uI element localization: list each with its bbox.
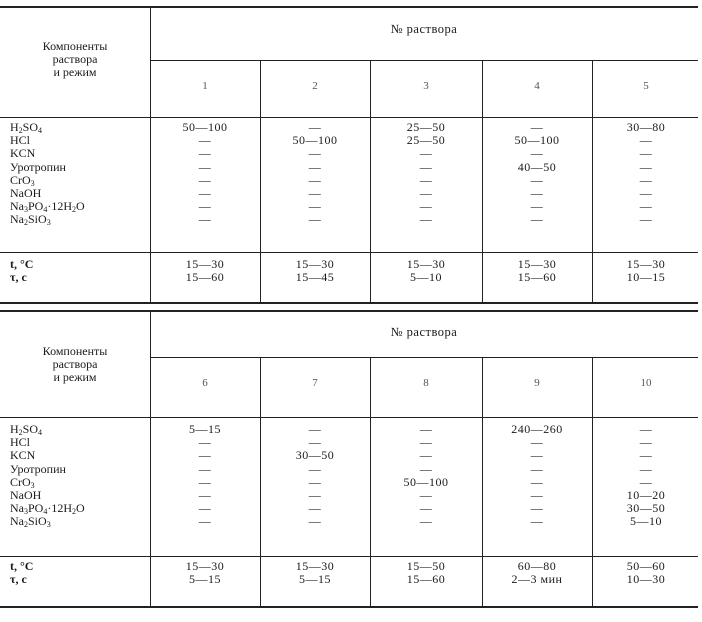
component-value: — (530, 172, 544, 187)
solution-number: 3 (423, 80, 429, 92)
component-value: — (198, 146, 212, 161)
component-value: — (530, 186, 544, 200)
regime-value: 15—30 (517, 257, 557, 271)
component-value: — (198, 461, 212, 476)
component-value: 50—100 (514, 133, 560, 148)
component-value: — (308, 199, 322, 214)
component-value: — (530, 146, 544, 161)
component-value: — (639, 474, 653, 489)
regime-label: τ, с (10, 572, 27, 587)
component-value: — (419, 514, 433, 529)
table-rule (0, 417, 698, 418)
solution-number: 10 (640, 377, 652, 389)
component-value: — (198, 133, 212, 148)
component-value: — (639, 172, 653, 187)
regime-value: 60—80 (517, 559, 557, 573)
table-rule (0, 556, 698, 557)
component-value: — (639, 435, 653, 450)
component-value: — (198, 514, 212, 529)
component-value: — (419, 461, 433, 476)
solution-number: 4 (534, 80, 540, 92)
regime-value: 50—60 (626, 559, 666, 573)
component-value: — (198, 212, 212, 227)
header-rule (150, 357, 698, 358)
component-name: NaOH (10, 488, 42, 502)
component-value: — (198, 159, 212, 174)
component-value: — (530, 448, 544, 463)
regime-value: 5—15 (299, 572, 331, 587)
component-value: 50—100 (292, 133, 338, 148)
component-value: — (419, 186, 433, 200)
component-value: — (530, 212, 544, 227)
component-value: — (419, 159, 433, 174)
solution-number: 5 (643, 80, 649, 92)
component-value: 25—50 (406, 133, 446, 148)
component-value: — (639, 133, 653, 148)
solution-number: 6 (202, 377, 208, 389)
component-value: — (198, 488, 212, 502)
component-value: — (308, 186, 322, 200)
component-value: — (308, 146, 322, 161)
regime-value: 15—30 (185, 257, 225, 271)
regime-value: 15—60 (185, 270, 225, 285)
regime-value: 15—30 (406, 257, 446, 271)
header-label-line: раствора (52, 357, 98, 371)
header-label-line: и режим (53, 370, 97, 384)
component-value: — (308, 461, 322, 476)
component-value: — (530, 435, 544, 450)
component-value: — (639, 461, 653, 476)
component-value: 50—100 (403, 474, 449, 489)
component-value: 240—260 (511, 422, 563, 436)
component-value: — (530, 514, 544, 529)
component-value: — (639, 146, 653, 161)
solution-number: 7 (312, 377, 318, 389)
regime-value: 10—30 (626, 572, 666, 587)
component-value: — (419, 422, 433, 436)
component-value: — (530, 474, 544, 489)
component-value: — (419, 435, 433, 450)
component-name: CrO$_3$ (10, 474, 35, 490)
header-label-line: и режим (53, 65, 97, 79)
component-value: 30—50 (626, 501, 666, 516)
solution-number: 8 (423, 377, 429, 389)
component-value: 40—50 (517, 159, 557, 174)
component-value: — (308, 120, 322, 134)
component-value: — (419, 501, 433, 516)
component-name: Уротропин (10, 461, 66, 476)
component-value: 25—50 (406, 120, 446, 134)
component-value: — (639, 159, 653, 174)
component-name: $Na_3PO_4\cdot 12H_2O$ (10, 199, 85, 215)
component-value: — (308, 435, 322, 450)
regime-value: 2—3 мин (511, 572, 563, 587)
component-name: KCN (10, 146, 36, 161)
component-value: — (530, 120, 544, 134)
component-value: — (530, 488, 544, 502)
component-value: — (198, 448, 212, 463)
component-value: — (639, 422, 653, 436)
regime-value: 15—30 (295, 257, 335, 271)
component-value: — (198, 501, 212, 516)
component-value: 30—50 (295, 448, 335, 463)
component-value: — (639, 199, 653, 214)
component-value: — (419, 448, 433, 463)
component-value: 5—15 (189, 422, 221, 436)
component-value: — (419, 488, 433, 502)
regime-label: t, °C (10, 257, 34, 271)
component-value: — (308, 159, 322, 174)
regime-label: t, °C (10, 559, 34, 573)
component-value: — (308, 488, 322, 502)
header-label-line: раствора (52, 52, 98, 66)
component-name: CrO$_3$ (10, 172, 35, 188)
component-value: 5—10 (630, 514, 662, 529)
component-value: — (198, 172, 212, 187)
component-value: — (419, 212, 433, 227)
regime-value: 10—15 (626, 270, 666, 285)
regime-value: 15—30 (626, 257, 666, 271)
component-value: — (639, 448, 653, 463)
component-value: — (308, 422, 322, 436)
component-value: — (308, 474, 322, 489)
component-value: — (530, 501, 544, 516)
component-name: KCN (10, 448, 36, 463)
regime-value: 15—60 (406, 572, 446, 587)
component-value: — (198, 186, 212, 200)
component-value: — (198, 435, 212, 450)
regime-value: 15—30 (295, 559, 335, 573)
table-rule (0, 606, 698, 608)
component-value: — (639, 186, 653, 200)
component-value: — (308, 212, 322, 227)
regime-value: 15—30 (185, 559, 225, 573)
component-name: $Na_3PO_4\cdot 12H_2O$ (10, 501, 85, 517)
component-value: — (198, 199, 212, 214)
component-name: HCl (10, 435, 31, 450)
table-rule (0, 310, 698, 312)
component-value: 30—80 (626, 120, 666, 134)
header-label-line: Компоненты (42, 344, 108, 358)
regime-value: 5—15 (189, 572, 221, 587)
component-name: NaOH (10, 186, 42, 200)
component-value: — (308, 501, 322, 516)
component-value: — (530, 199, 544, 214)
component-name: HCl (10, 133, 31, 148)
component-value: — (308, 172, 322, 187)
component-name: $H_2SO_4$ (10, 422, 43, 437)
regime-value: 15—45 (295, 270, 335, 285)
regime-value: 5—10 (410, 270, 442, 285)
component-name: Уротропин (10, 159, 66, 174)
component-value: — (419, 172, 433, 187)
component-value: — (198, 474, 212, 489)
regime-value: 15—50 (406, 559, 446, 573)
solution-number: 2 (312, 80, 318, 92)
component-name: $Na_2SiO_3$ (10, 212, 51, 228)
component-value: 10—20 (626, 488, 666, 502)
component-value: 50—100 (182, 120, 228, 134)
solution-number-title: № раствора (390, 22, 458, 36)
component-value: — (308, 514, 322, 529)
header-label-line: Компоненты (42, 39, 108, 53)
component-value: — (530, 461, 544, 476)
regime-label: τ, с (10, 270, 27, 285)
component-value: — (419, 146, 433, 161)
component-name: $H_2SO_4$ (10, 120, 43, 135)
regime-value: 15—60 (517, 270, 557, 285)
solution-number-title: № раствора (390, 325, 458, 339)
component-name: $Na_2SiO_3$ (10, 514, 51, 530)
solution-number: 9 (534, 377, 540, 389)
component-value: — (419, 199, 433, 214)
solution-number: 1 (202, 80, 208, 92)
component-value: — (639, 212, 653, 227)
